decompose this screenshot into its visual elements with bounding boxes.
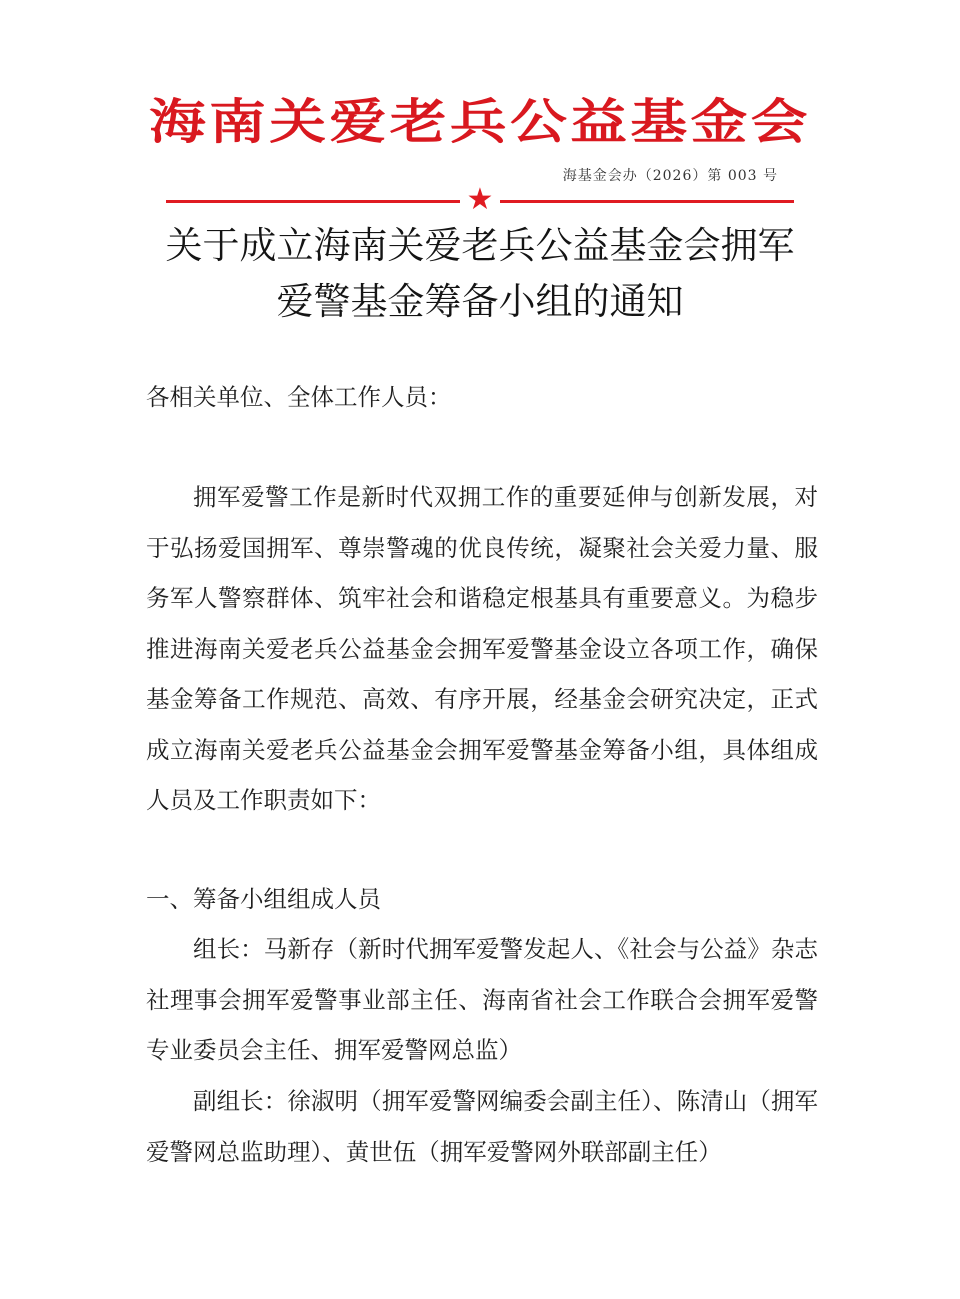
- document-number: 海基金会办（2026）第 003 号: [562, 168, 778, 184]
- notice-title: [0, 218, 960, 330]
- red-divider-with-star: [166, 182, 794, 217]
- deputy-leaders-paragraph: 副组长：徐淑明（拥军爱警网编委会副主任）、陈清山（拥军爱警网总监助理）、黄世伍（拥军爱警网外联部副主任）: [146, 1087, 818, 1166]
- star-icon: ★: [466, 182, 494, 217]
- red-line-left: [166, 200, 460, 203]
- leader-paragraph: 组长：马新存（新时代拥军爱警发起人、《社会与公益》杂志社理事会拥军爱警事业部主任、海南省社会工作联合会拥军爱警专业委员会主任、拥军爱警网总监）: [146, 935, 818, 1064]
- notice-title-line-2: 爱警基金筹备小组的通知: [276, 280, 684, 323]
- section-heading-members: 一、筹备小组组成人员: [146, 885, 381, 913]
- red-line-right: [500, 200, 794, 203]
- notice-title-line-1: 关于成立海南关爱老兵公益基金会拥军: [165, 224, 795, 267]
- intro-paragraph: 拥军爱警工作是新时代双拥工作的重要延伸与创新发展，对于弘扬爱国拥军、尊崇警魂的优良传统，凝聚社会关爱力量、服务军人警察群体、筑牢社会和谐稳定根基具有重要意义。为稳步推进海南关爱老兵公益基金会拥军爱警基金设立各项工作，确保基金筹备工作规范、高效、有序开展，经基金会研究决定，正式成立海南关爱老兵公益基金会拥军爱警基金筹备小组，具体组成人员及工作职责如下：: [146, 483, 818, 814]
- salutation: 各相关单位、全体工作人员：: [146, 383, 452, 411]
- organization-name-header: 海南关爱老兵公益基金会: [148, 94, 811, 150]
